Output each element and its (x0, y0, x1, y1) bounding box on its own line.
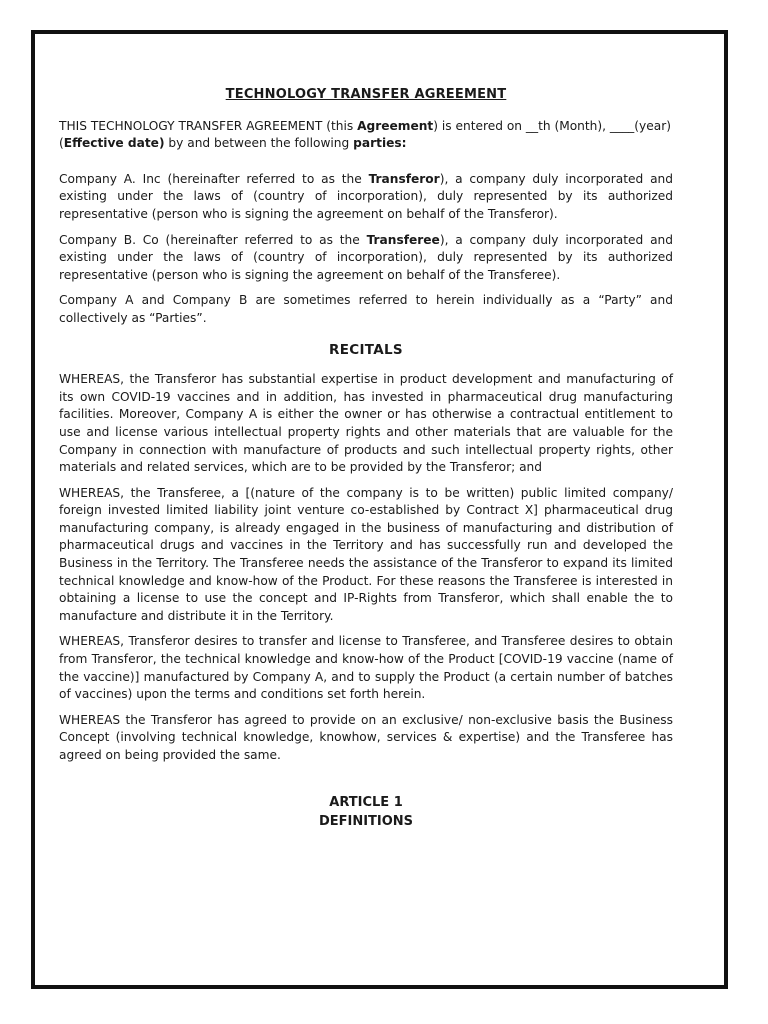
recital-paragraph: WHEREAS, the Transferor has substantial expertise in product development and manufacturing of its own COVID-19 vaccines and in addition, has invested in pharmaceutical drug manufacturing facilities. Moreover, Company A is either the owner or has otherwise a contractual entitlement to use and license various intellectual property rights and other materials that are valuable for the Company in connection with manufacture of products and such intellectual property rights, other materials and related services, which are to be provided by the Transferor; and (59, 372, 673, 475)
party-b-text: Company B. Co (hereinafter referred to as the (59, 232, 367, 247)
intro-text: ) is entered on __th (Month), ____(year) ( (59, 118, 671, 151)
party-b-paragraph (59, 232, 673, 285)
recital-paragraph: WHEREAS, Transferor desires to transfer and license to Transferee, and Transferee desires to obtain from Transferor, the technical knowledge and know-how of the Product [COVID-19 vaccine (name of the vaccine)] manufactured by Company A, and to supply the Product (a certain number of batches of vaccines) upon the terms and conditions set forth herein. (59, 634, 673, 702)
effective-date-term: Effective date) (63, 136, 165, 151)
article-heading (59, 793, 673, 831)
intro-text: by and between the following (164, 136, 354, 151)
document-body (59, 56, 673, 831)
party-b-text: ), a company duly incorporated and existing under the laws of (country of incorporation), duly represented by its authorized representative (person who is signing the agreement on behalf of the Transferee). (59, 232, 673, 282)
party-a-text: ), a company duly incorporated and existing under the laws of (country of incorporation), duly represented by its authorized representative (person who is signing the agreement on behalf of the Transferor). (59, 171, 674, 221)
intro-text: THIS TECHNOLOGY TRANSFER AGREEMENT (this (59, 118, 358, 133)
party-a-paragraph (59, 171, 673, 224)
transferor-term: Transferor (368, 171, 440, 186)
parties-term: parties: (353, 136, 407, 151)
agreement-term: Agreement (357, 118, 434, 133)
document-title: TECHNOLOGY TRANSFER AGREEMENT (225, 87, 507, 102)
party-a-text: Company A. Inc (hereinafter referred to as the (59, 171, 369, 186)
article-name: DEFINITIONS (318, 813, 414, 829)
intro-paragraph (59, 118, 673, 153)
article-number: ARTICLE 1 (329, 794, 403, 810)
transferee-term: Transferee (366, 232, 440, 247)
recitals-heading: RECITALS (329, 341, 403, 358)
parties-note-paragraph: Company A and Company B are sometimes referred to herein individually as a “Party” and collectively as “Parties”. (59, 293, 673, 325)
recital-paragraph: WHEREAS, the Transferee, a [(nature of the company is to be written) public limited company/ foreign invested limited liability joint venture co-established by Contract X] pharmaceutical drug manufacturing company, is already engaged in the business of manufacturing and distribution of pharmaceutical drugs and vaccines in the Territory and has successfully run and developed the Business in the Territory. The Transferee needs the assistance of the Transferor to expand its limited technical knowledge and know-how of the Product. For these reasons the Transferee is interested in obtaining a license to use the concept and IP-Rights from Transferor, which shall enable the to manufacture and distribute it in the Territory. (59, 485, 673, 623)
recital-paragraph: WHEREAS the Transferor has agreed to provide on an exclusive/ non-exclusive basis the Business Concept (involving technical knowledge, knowhow, services & expertise) and the Transferee has agreed on being provided the same. (59, 712, 673, 762)
